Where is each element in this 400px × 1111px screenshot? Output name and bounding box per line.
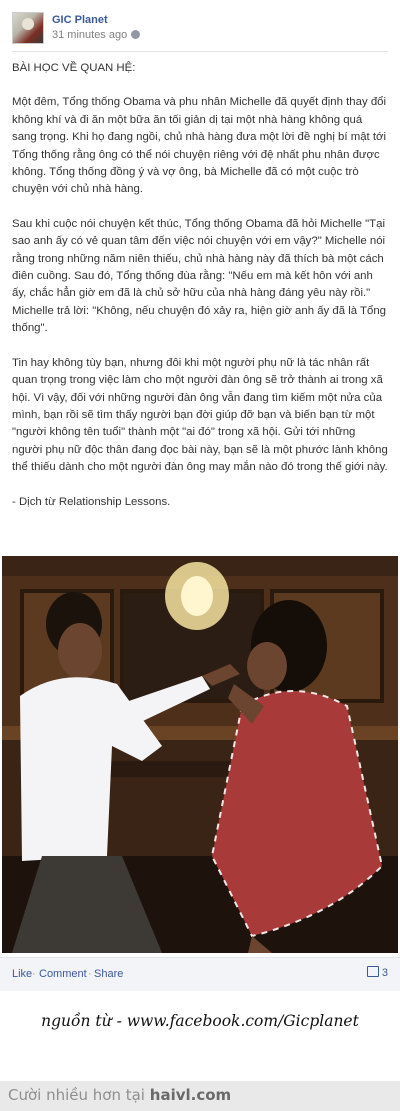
page-avatar[interactable] (12, 12, 44, 44)
action-separator: · (32, 968, 36, 980)
timestamp-text[interactable]: 31 minutes ago (52, 29, 128, 41)
footer-prefix: Cười nhiều hơn tại (8, 1086, 145, 1104)
action-separator: · (88, 968, 92, 980)
comment-count[interactable] (367, 966, 388, 979)
post-paragraph: Tin hay không tùy bạn, nhưng đôi khi một người phụ nữ là tác nhân rất quan trọng trong việc làm cho một người đàn ông sẽ trở thành ai trong xã hội. Vì vậy, đối với những người đàn ông vẫn đang tìm kiếm một nửa của mình, bạn rồi sẽ tìm thấy người bạn đời giúp đỡ bạn và biến bạn từ một "người không tên tuổi" thành một "ai đó" trong xã hội. Gửi tới những người phụ nữ độc thân đang đọc bài này, bạn sẽ là một phước lành không thể thiếu dành cho một người đàn ông may mắn nào đó trong thế giới này. (12, 356, 388, 474)
comment-link[interactable]: Comment (39, 968, 87, 980)
post-title: BÀI HỌC VỀ QUAN HỆ: (12, 62, 136, 74)
header-divider (12, 51, 388, 52)
post-attribution: - Dịch từ Relationship Lessons. (12, 495, 171, 508)
comment-bubble-icon (367, 966, 379, 977)
share-link[interactable]: Share (94, 968, 124, 980)
post-paragraph: Một đêm, Tổng thống Obama và phu nhân Michelle đã quyết định thay đổi không khí và đi ăn một bữa ăn tối giản dị tại một nhà hàng không quá sang trọng. Khi họ đang ngồi, chủ nhà hàng đưa một lời đề nghị bí mật tới Tổng thống rằng ông có thể nói chuyện riêng với đệ nhất phu nhân được không. Tổng thống đồng ý và vợ ông, bà Michelle đã có một cuộc trò chuyện với chủ nhà hàng. (12, 96, 387, 196)
footer-brand-link[interactable]: haivl.com (149, 1086, 232, 1104)
restaurant-photo-illustration (2, 556, 398, 953)
post-timestamp[interactable] (52, 29, 140, 41)
like-link[interactable]: Like (12, 968, 33, 980)
globe-icon (131, 30, 140, 39)
post-paragraph: Sau khi cuộc nói chuyện kết thúc, Tổng thống Obama đã hỏi Michelle "Tại sao anh ấy có vẻ quan tâm đến việc nói chuyện với em vậy?" Michelle nói rằng trong những năm niên thiếu, chủ nhà hàng này đã thích bà một cách điên cuồng. Sau đó, Tổng thống đùa rằng: "Nếu em mà kết hôn với anh ấy, chắc hẳn giờ em đã là chủ sở hữu của nhà hàng đáng yêu này rồi." Michelle trả lời: "Không, nếu chuyện đó xảy ra, hiện giờ anh ấy đã là Tổng thống". (12, 217, 387, 335)
source-caption: nguồn từ - www.facebook.com/Gicplanet (41, 1012, 359, 1030)
post-header (12, 12, 388, 46)
site-footer (0, 1081, 400, 1111)
post-photo[interactable] (2, 556, 398, 953)
post-actions-bar (0, 957, 400, 991)
post-body (12, 60, 388, 528)
page-name-link[interactable]: GIC Planet (52, 14, 108, 26)
footer-text (8, 1086, 231, 1104)
comment-count-value[interactable]: 3 (381, 967, 388, 979)
